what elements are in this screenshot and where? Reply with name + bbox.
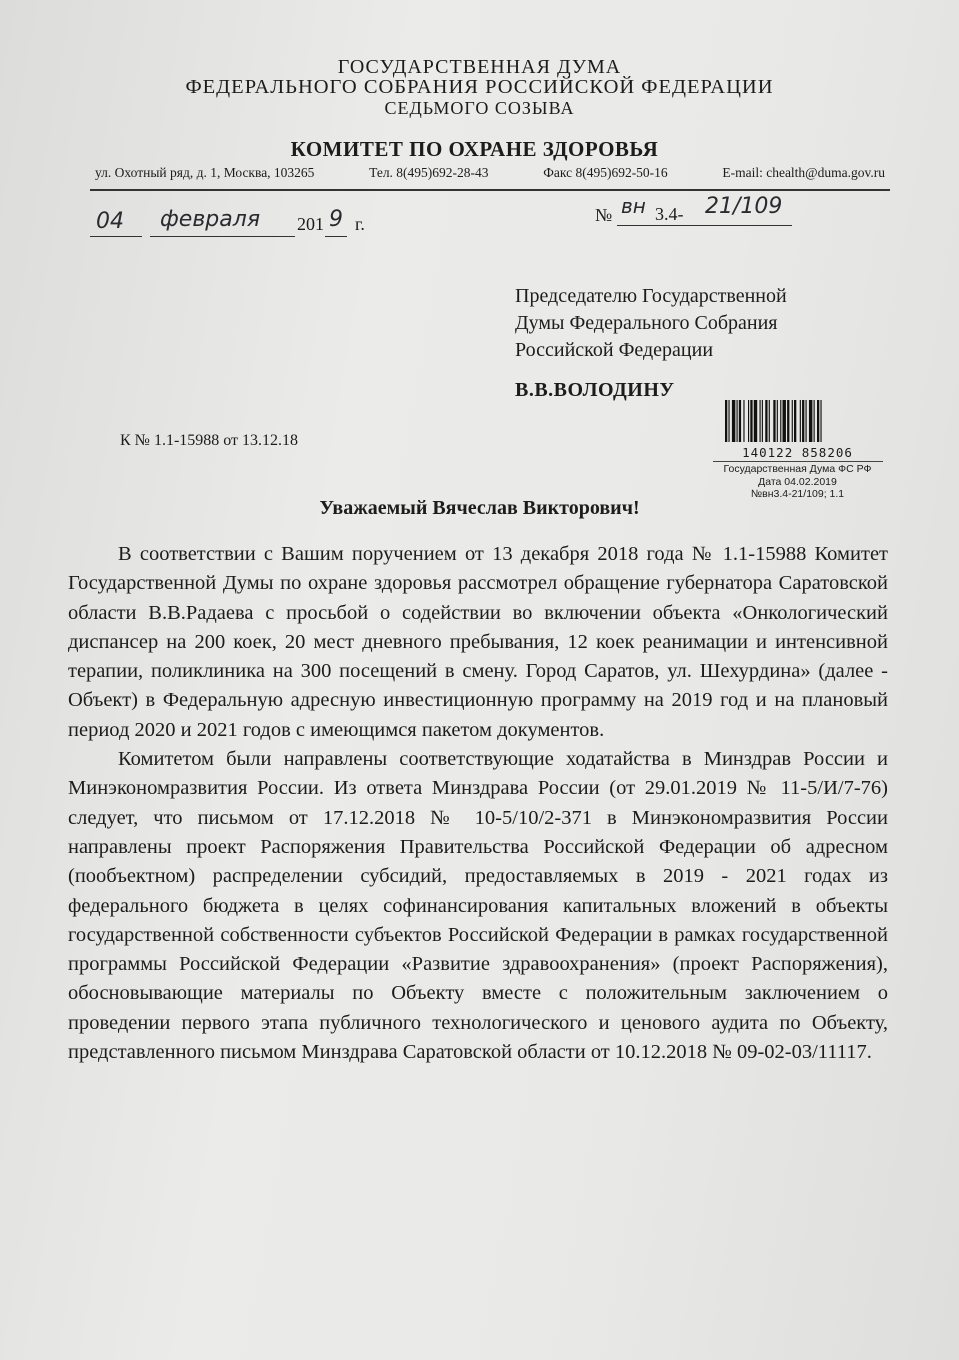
fax-text: Факс 8(495)692-50-16 bbox=[543, 165, 668, 180]
barcode-bar bbox=[791, 400, 792, 442]
contacts-line bbox=[95, 165, 885, 181]
number-sign: № bbox=[595, 205, 613, 225]
barcode-bar bbox=[780, 400, 781, 442]
barcode-bar bbox=[761, 400, 762, 442]
date-day: 04 bbox=[96, 209, 124, 234]
date-year-suffix: г. bbox=[355, 214, 365, 234]
org-name-line2: ФЕДЕРАЛЬНОГО СОБРАНИЯ РОССИЙСКОЙ ФЕДЕРАЦИИ bbox=[185, 76, 774, 98]
paragraph-2: Комитетом были направлены соответствующие ходатайства в Минздрав России и Минэкономразвития России. Из ответа Минздрава России (от 29.01.2019 № 11-5/И/7-76) следует, что письмом от 17.12.2018 № 10-5/10/2-371 в Минэкономразвития России направлены проект Распоряжения Правительства Российской Федерации об адресном (пообъектном) распределении субсидий, предоставляемых в 2019 - 2021 годах из федерального бюджета в целях софинансирования капитальных вложений в объекты государственной собственности субъектов Российской Федерации в рамках государственной программы Российской Федерации «Развитие здравоохранения» (проект Распоряжения), обосновывающие материалы по Объекту вместе с положительным заключением о проведении первого этапа публичного технологического и ценового аудита по Объекту, представленного письмом Минздрава Саратовской области от 10.12.2018 № 09-02-03/11117. bbox=[68, 748, 888, 1064]
paragraph-1: В соответствии с Вашим поручением от 13 декабря 2018 года № 1.1-15988 Комитет Государственной Думы по охране здоровья рассмотрел обращение губернатора Саратовской области В.В.Радаева с просьбой о содействии во включении объекта «Онкологический диспансер на 200 коек, 20 мест дневного пребывания, 12 коек реанимации и интенсивной терапии, поликлиника на 300 посещений в смену. Город Саратов, ул. Шехурдина» (далее - Объект) в Федеральную адресную инвестиционную программу на 2019 год и на плановый период 2020 и 2021 годов с имеющимся пакетом документов. bbox=[68, 543, 888, 741]
year-underline bbox=[325, 236, 347, 237]
greeting: Уважаемый Вячеслав Викторович! bbox=[319, 497, 640, 519]
barcode-bar bbox=[748, 400, 749, 442]
barcode-bar bbox=[753, 400, 756, 442]
barcode-bar bbox=[725, 400, 727, 442]
reference-number: К № 1.1-15988 от 13.12.18 bbox=[120, 432, 299, 449]
day-underline bbox=[90, 236, 142, 237]
barcode-bar bbox=[731, 400, 734, 442]
barcode-bar bbox=[776, 400, 777, 442]
barcode-bar bbox=[773, 400, 775, 442]
org-name-line1: ГОСУДАРСТВЕННАЯ ДУМА bbox=[337, 56, 622, 78]
org-name-line3: СЕДЬМОГО СОЗЫВА bbox=[384, 98, 575, 118]
barcode-number: 140122 858206 bbox=[742, 445, 853, 460]
addressee-line3: Российской Федерации bbox=[515, 339, 714, 361]
barcode-bar bbox=[765, 400, 767, 442]
barcode-bar bbox=[728, 400, 729, 442]
letter-body bbox=[68, 540, 888, 1067]
date-month: февраля bbox=[160, 207, 261, 232]
barcode-bar bbox=[787, 400, 789, 442]
barcode-bar bbox=[820, 400, 821, 442]
barcode-bar bbox=[808, 400, 811, 442]
committee-title: КОМИТЕТ ПО ОХРАНЕ ЗДОРОВЬЯ bbox=[290, 137, 659, 161]
barcode-bar bbox=[802, 400, 804, 442]
addressee-line1: Председателю Государственной bbox=[515, 285, 787, 307]
barcode-bar bbox=[736, 400, 737, 442]
number-hand-suffix: 21/109 bbox=[705, 194, 783, 219]
barcode-bar bbox=[759, 400, 760, 442]
barcode-bar bbox=[768, 400, 769, 442]
email-text: E-mail: chealth@duma.gov.ru bbox=[722, 165, 885, 180]
date-year-prefix: 201 bbox=[297, 214, 324, 234]
month-underline bbox=[150, 236, 295, 237]
letterhead-divider bbox=[90, 189, 890, 191]
stamp-divider bbox=[713, 461, 883, 462]
addressee-name: В.В.ВОЛОДИНУ bbox=[515, 379, 675, 401]
barcode-bar bbox=[799, 400, 800, 442]
stamp-line2: Дата 04.02.2019 bbox=[758, 475, 837, 488]
barcode-bar bbox=[750, 400, 752, 442]
registration-stamp bbox=[705, 400, 890, 501]
addressee-line2: Думы Федерального Собрания bbox=[515, 312, 778, 334]
date-year-digit: 9 bbox=[329, 207, 343, 232]
number-hand-prefix: вн bbox=[621, 194, 646, 218]
barcode-bar bbox=[743, 400, 744, 442]
addressee-block bbox=[515, 283, 787, 404]
number-underline bbox=[617, 225, 792, 226]
stamp-line1: Государственная Дума ФС РФ bbox=[723, 463, 872, 475]
stamp-line3: №вн3.4-21/109; 1.1 bbox=[750, 488, 845, 500]
barcode-bar bbox=[817, 400, 819, 442]
barcode-image bbox=[723, 400, 873, 442]
number-printed: 3.4- bbox=[655, 204, 684, 224]
barcode-bar bbox=[813, 400, 814, 442]
phone-text: Тел. 8(495)692-28-43 bbox=[369, 165, 489, 180]
barcode-bar bbox=[794, 400, 796, 442]
barcode-bar bbox=[782, 400, 785, 442]
barcode-bar bbox=[738, 400, 740, 442]
address-text: ул. Охотный ряд, д. 1, Москва, 103265 bbox=[95, 165, 315, 180]
barcode-bar bbox=[805, 400, 806, 442]
